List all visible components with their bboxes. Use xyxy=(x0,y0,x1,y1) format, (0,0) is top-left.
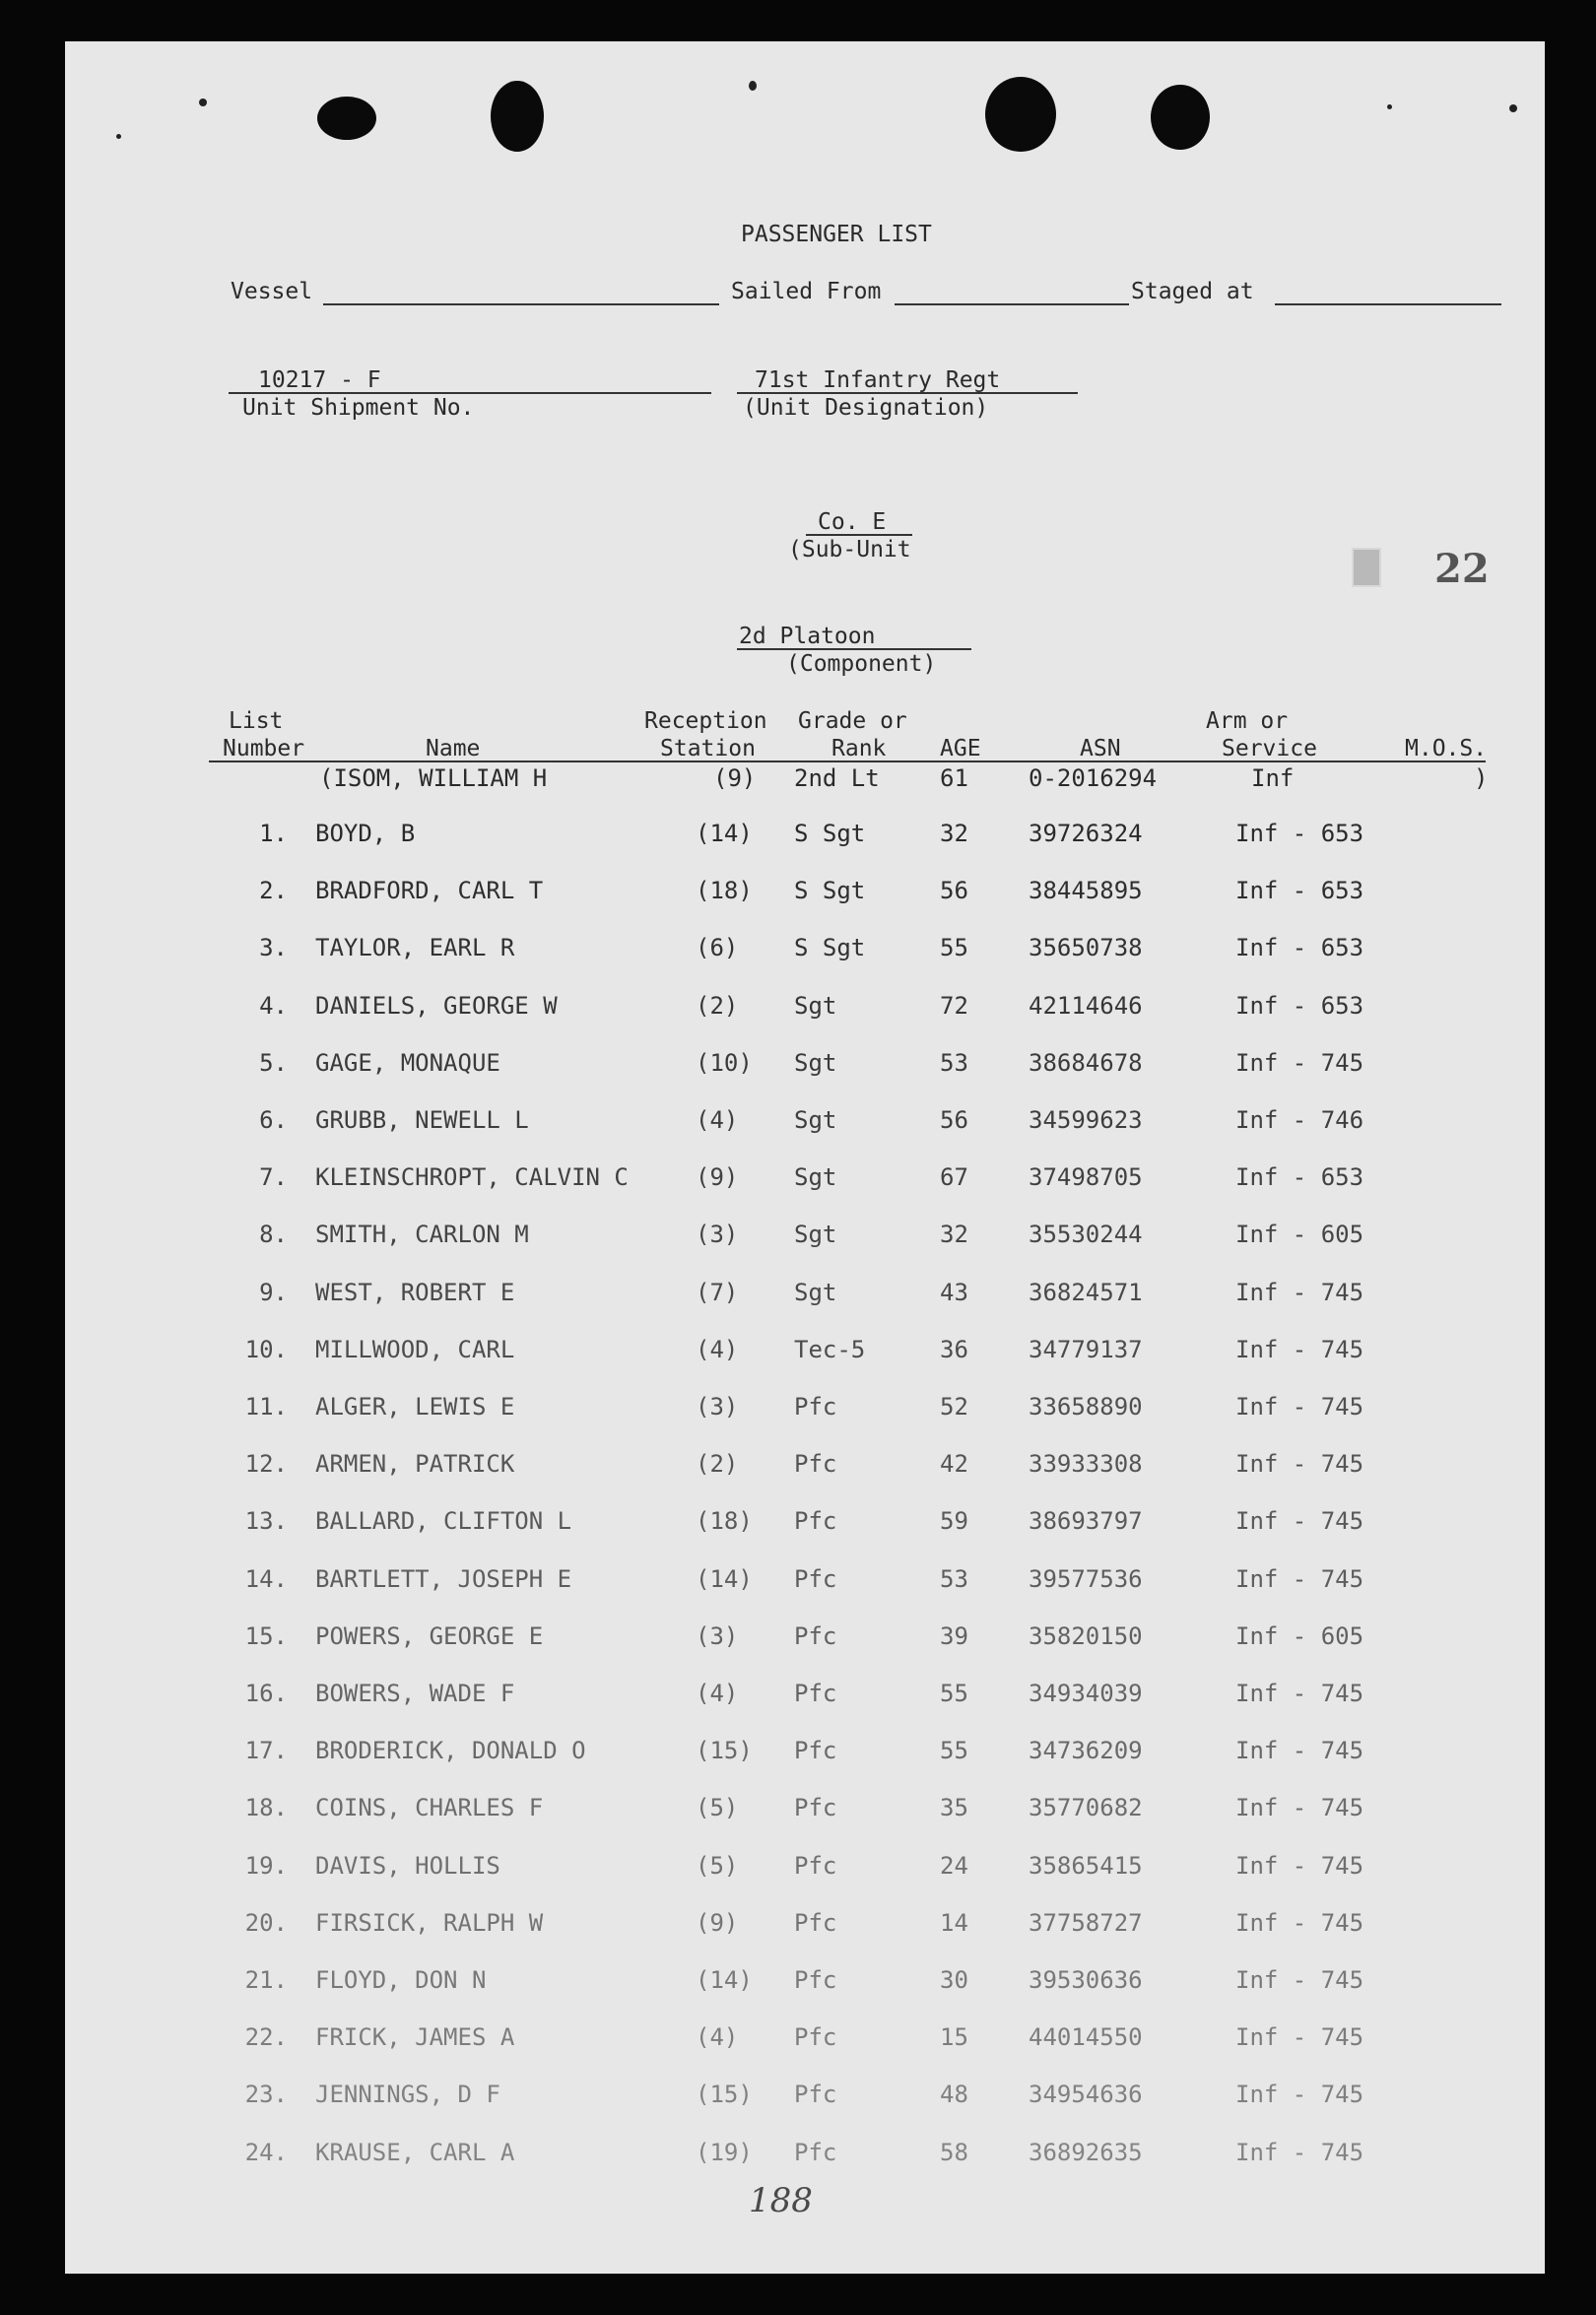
vessel-label: Vessel xyxy=(231,279,313,304)
row-asn: 35530244 xyxy=(1029,1221,1143,1248)
table-row xyxy=(65,992,1545,1031)
row-rank: Pfc xyxy=(794,1393,837,1421)
col-age: AGE xyxy=(940,736,981,761)
table-row xyxy=(65,1163,1545,1203)
row-age: 55 xyxy=(940,1680,968,1707)
vessel-blank xyxy=(323,303,719,305)
row-rank: Sgt xyxy=(794,1221,837,1248)
row-asn: 35820150 xyxy=(1029,1622,1143,1650)
speck xyxy=(1387,104,1392,109)
row-name: FLOYD, DON N xyxy=(315,1966,487,1994)
row-arm-mos: Inf - 653 xyxy=(1235,877,1364,904)
table-row xyxy=(65,1909,1545,1949)
row-name: KLEINSCHROPT, CALVIN C xyxy=(315,1163,629,1191)
officer-row xyxy=(65,764,1545,804)
row-arm-mos: Inf - 745 xyxy=(1235,2139,1364,2166)
col-name: Name xyxy=(426,736,481,761)
row-age: 58 xyxy=(940,2139,968,2166)
row-station: (2) xyxy=(696,1450,739,1478)
table-row xyxy=(65,1336,1545,1375)
row-age: 32 xyxy=(940,1221,968,1248)
row-number: 3. xyxy=(259,934,288,961)
speck xyxy=(1509,104,1517,112)
row-arm-mos: Inf - 653 xyxy=(1235,992,1364,1020)
row-rank: Sgt xyxy=(794,992,837,1020)
row-station: (19) xyxy=(696,2139,753,2166)
table-row xyxy=(65,820,1545,859)
row-number: 21. xyxy=(244,1966,288,1994)
row-rank: Sgt xyxy=(794,1163,837,1191)
speck xyxy=(116,134,121,139)
row-asn: 38445895 xyxy=(1029,877,1143,904)
speck xyxy=(749,81,757,91)
row-number: 8. xyxy=(259,1221,288,1248)
signature-mark: 188 xyxy=(749,2181,813,2220)
table-row xyxy=(65,1049,1545,1089)
punch-hole xyxy=(1151,85,1210,150)
col-list-2: Number xyxy=(223,736,305,761)
header-rule xyxy=(209,761,1486,762)
row-name: WEST, ROBERT E xyxy=(315,1279,515,1306)
row-asn: 37758727 xyxy=(1029,1909,1143,1937)
speck xyxy=(199,99,207,106)
row-age: 30 xyxy=(940,1966,968,1994)
row-name: DAVIS, HOLLIS xyxy=(315,1852,500,1880)
row-arm-mos: Inf - 745 xyxy=(1235,1393,1364,1421)
row-asn: 34736209 xyxy=(1029,1737,1143,1764)
row-asn: 42114646 xyxy=(1029,992,1143,1020)
row-arm-mos: Inf - 745 xyxy=(1235,1680,1364,1707)
row-age: 15 xyxy=(940,2023,968,2051)
component-caption: (Component) xyxy=(786,651,937,677)
unit-designation: 71st Infantry Regt xyxy=(755,367,1001,393)
col-list-1: List xyxy=(229,708,284,734)
unit-shipment-no: 10217 - F xyxy=(258,367,381,393)
row-name: JENNINGS, D F xyxy=(315,2081,500,2108)
table-row xyxy=(65,1507,1545,1547)
row-name: DANIELS, GEORGE W xyxy=(315,992,558,1020)
document-page xyxy=(65,41,1545,2274)
row-rank: Pfc xyxy=(794,1737,837,1764)
row-age: 53 xyxy=(940,1049,968,1077)
row-arm-mos: Inf - 605 xyxy=(1235,1622,1364,1650)
row-station: (14) xyxy=(696,1966,753,1994)
table-row xyxy=(65,2023,1545,2063)
col-arm-1: Arm or xyxy=(1206,708,1289,734)
row-station: (15) xyxy=(696,2081,753,2108)
row-number: 18. xyxy=(244,1794,288,1821)
row-station: (4) xyxy=(696,2023,739,2051)
row-name: ARMEN, PATRICK xyxy=(315,1450,515,1478)
row-name: KRAUSE, CARL A xyxy=(315,2139,515,2166)
row-asn: 36824571 xyxy=(1029,1279,1143,1306)
row-name: POWERS, GEORGE E xyxy=(315,1622,544,1650)
row-arm-mos: Inf - 745 xyxy=(1235,1507,1364,1535)
row-station: (10) xyxy=(696,1049,753,1077)
row-name: BARTLETT, JOSEPH E xyxy=(315,1565,572,1593)
row-arm-mos: Inf - 745 xyxy=(1235,1909,1364,1937)
row-station: (2) xyxy=(696,992,739,1020)
row-rank: S Sgt xyxy=(794,820,866,847)
staged-at-blank xyxy=(1275,303,1501,305)
row-rank: Pfc xyxy=(794,1852,837,1880)
row-asn: 34779137 xyxy=(1029,1336,1143,1363)
row-name: MILLWOOD, CARL xyxy=(315,1336,515,1363)
row-asn: 39577536 xyxy=(1029,1565,1143,1593)
row-rank: Pfc xyxy=(794,2081,837,2108)
row-asn: 37498705 xyxy=(1029,1163,1143,1191)
row-rank: Sgt xyxy=(794,1279,837,1306)
row-station: (7) xyxy=(696,1279,739,1306)
officer-rank: 2nd Lt xyxy=(794,764,880,792)
row-arm-mos: Inf - 745 xyxy=(1235,1336,1364,1363)
col-asn: ASN xyxy=(1080,736,1121,761)
row-arm-mos: Inf - 745 xyxy=(1235,1966,1364,1994)
row-age: 52 xyxy=(940,1393,968,1421)
row-arm-mos: Inf - 653 xyxy=(1235,820,1364,847)
sub-unit: Co. E xyxy=(818,509,887,535)
row-number: 22. xyxy=(244,2023,288,2051)
row-station: (14) xyxy=(696,1565,753,1593)
table-row xyxy=(65,2081,1545,2120)
row-rank: Pfc xyxy=(794,1794,837,1821)
row-arm-mos: Inf - 746 xyxy=(1235,1106,1364,1134)
row-station: (3) xyxy=(696,1393,739,1421)
row-arm-mos: Inf - 745 xyxy=(1235,1737,1364,1764)
row-asn: 39530636 xyxy=(1029,1966,1143,1994)
table-row xyxy=(65,1279,1545,1318)
row-station: (3) xyxy=(696,1622,739,1650)
row-name: BRADFORD, CARL T xyxy=(315,877,544,904)
row-station: (6) xyxy=(696,934,739,961)
row-asn: 35770682 xyxy=(1029,1794,1143,1821)
punch-hole xyxy=(985,77,1056,152)
sailed-from-label: Sailed From xyxy=(731,279,882,304)
row-station: (9) xyxy=(696,1909,739,1937)
officer-arm: Inf xyxy=(1251,764,1295,792)
sailed-from-blank xyxy=(895,303,1129,305)
row-asn: 44014550 xyxy=(1029,2023,1143,2051)
row-station: (14) xyxy=(696,820,753,847)
row-station: (4) xyxy=(696,1336,739,1363)
row-age: 39 xyxy=(940,1622,968,1650)
row-age: 55 xyxy=(940,934,968,961)
component: 2d Platoon xyxy=(739,624,876,649)
row-age: 55 xyxy=(940,1737,968,1764)
row-name: TAYLOR, EARL R xyxy=(315,934,515,961)
row-age: 53 xyxy=(940,1565,968,1593)
row-rank: Pfc xyxy=(794,2139,837,2166)
row-name: SMITH, CARLON M xyxy=(315,1221,529,1248)
col-grade-1: Grade or xyxy=(798,708,907,734)
row-age: 59 xyxy=(940,1507,968,1535)
row-number: 11. xyxy=(244,1393,288,1421)
row-age: 36 xyxy=(940,1336,968,1363)
row-asn: 33658890 xyxy=(1029,1393,1143,1421)
row-rank: Pfc xyxy=(794,1680,837,1707)
row-number: 1. xyxy=(259,820,288,847)
row-station: (4) xyxy=(696,1680,739,1707)
row-number: 20. xyxy=(244,1909,288,1937)
table-row xyxy=(65,1794,1545,1833)
row-name: BOYD, B xyxy=(315,820,416,847)
row-rank: Pfc xyxy=(794,1909,837,1937)
row-name: GRUBB, NEWELL L xyxy=(315,1106,529,1134)
row-name: BOWERS, WADE F xyxy=(315,1680,515,1707)
row-asn: 34599623 xyxy=(1029,1106,1143,1134)
stamp-mark xyxy=(1352,548,1381,587)
table-row xyxy=(65,1450,1545,1489)
row-number: 24. xyxy=(244,2139,288,2166)
table-row xyxy=(65,1966,1545,2006)
row-number: 5. xyxy=(259,1049,288,1077)
row-arm-mos: Inf - 745 xyxy=(1235,1279,1364,1306)
row-rank: Pfc xyxy=(794,1565,837,1593)
page-title: PASSENGER LIST xyxy=(741,222,932,247)
row-age: 14 xyxy=(940,1909,968,1937)
table-row xyxy=(65,1393,1545,1432)
row-station: (4) xyxy=(696,1106,739,1134)
col-arm-2: Service xyxy=(1222,736,1317,761)
table-row xyxy=(65,934,1545,973)
row-rank: S Sgt xyxy=(794,934,866,961)
row-rank: Pfc xyxy=(794,1507,837,1535)
row-asn: 38684678 xyxy=(1029,1049,1143,1077)
row-station: (9) xyxy=(696,1163,739,1191)
row-age: 24 xyxy=(940,1852,968,1880)
punch-hole xyxy=(491,81,544,152)
row-station: (18) xyxy=(696,1507,753,1535)
row-number: 23. xyxy=(244,2081,288,2108)
row-station: (5) xyxy=(696,1794,739,1821)
row-age: 48 xyxy=(940,2081,968,2108)
punch-hole xyxy=(317,97,376,140)
sub-unit-caption: (Sub-Unit xyxy=(788,537,911,562)
row-station: (18) xyxy=(696,877,753,904)
row-rank: Pfc xyxy=(794,1622,837,1650)
row-rank: Tec-5 xyxy=(794,1336,866,1363)
unit-shipment-caption: Unit Shipment No. xyxy=(242,395,475,421)
row-arm-mos: Inf - 653 xyxy=(1235,1163,1364,1191)
row-number: 14. xyxy=(244,1565,288,1593)
row-station: (15) xyxy=(696,1737,753,1764)
row-name: FIRSICK, RALPH W xyxy=(315,1909,544,1937)
row-age: 42 xyxy=(940,1450,968,1478)
row-name: BALLARD, CLIFTON L xyxy=(315,1507,572,1535)
row-arm-mos: Inf - 745 xyxy=(1235,2023,1364,2051)
row-number: 7. xyxy=(259,1163,288,1191)
row-rank: Pfc xyxy=(794,2023,837,2051)
table-row xyxy=(65,2139,1545,2178)
staged-at-label: Staged at xyxy=(1131,279,1254,304)
row-age: 67 xyxy=(940,1163,968,1191)
row-age: 35 xyxy=(940,1794,968,1821)
table-row xyxy=(65,1852,1545,1891)
row-asn: 35650738 xyxy=(1029,934,1143,961)
officer-asn: 0-2016294 xyxy=(1029,764,1158,792)
col-grade-2: Rank xyxy=(831,736,887,761)
officer-station: (9) xyxy=(713,764,757,792)
table-row xyxy=(65,1565,1545,1605)
row-name: FRICK, JAMES A xyxy=(315,2023,515,2051)
row-station: (3) xyxy=(696,1221,739,1248)
row-name: BRODERICK, DONALD O xyxy=(315,1737,586,1764)
row-number: 4. xyxy=(259,992,288,1020)
row-rank: Sgt xyxy=(794,1106,837,1134)
col-reception-2: Station xyxy=(660,736,756,761)
row-asn: 34954636 xyxy=(1029,2081,1143,2108)
row-number: 2. xyxy=(259,877,288,904)
row-rank: Pfc xyxy=(794,1450,837,1478)
row-age: 56 xyxy=(940,877,968,904)
row-arm-mos: Inf - 745 xyxy=(1235,1794,1364,1821)
row-asn: 35865415 xyxy=(1029,1852,1143,1880)
row-arm-mos: Inf - 745 xyxy=(1235,1852,1364,1880)
row-arm-mos: Inf - 653 xyxy=(1235,934,1364,961)
row-asn: 33933308 xyxy=(1029,1450,1143,1478)
col-reception-1: Reception xyxy=(644,708,767,734)
row-age: 32 xyxy=(940,820,968,847)
row-name: GAGE, MONAQUE xyxy=(315,1049,500,1077)
row-station: (5) xyxy=(696,1852,739,1880)
col-mos: M.O.S. xyxy=(1405,736,1488,761)
row-number: 16. xyxy=(244,1680,288,1707)
unit-designation-caption: (Unit Designation) xyxy=(743,395,989,421)
row-asn: 39726324 xyxy=(1029,820,1143,847)
table-row xyxy=(65,1680,1545,1719)
row-arm-mos: Inf - 605 xyxy=(1235,1221,1364,1248)
row-rank: Sgt xyxy=(794,1049,837,1077)
table-row xyxy=(65,1737,1545,1776)
officer-age: 61 xyxy=(940,764,968,792)
table-row xyxy=(65,1622,1545,1662)
table-row xyxy=(65,877,1545,916)
table-row xyxy=(65,1221,1545,1260)
row-number: 15. xyxy=(244,1622,288,1650)
row-asn: 36892635 xyxy=(1029,2139,1143,2166)
officer-name: (ISOM, WILLIAM H xyxy=(319,764,548,792)
row-rank: S Sgt xyxy=(794,877,866,904)
page-number: 22 xyxy=(1434,546,1490,592)
row-name: COINS, CHARLES F xyxy=(315,1794,544,1821)
table-row xyxy=(65,1106,1545,1146)
row-arm-mos: Inf - 745 xyxy=(1235,1049,1364,1077)
row-age: 56 xyxy=(940,1106,968,1134)
row-number: 13. xyxy=(244,1507,288,1535)
row-number: 12. xyxy=(244,1450,288,1478)
row-arm-mos: Inf - 745 xyxy=(1235,1565,1364,1593)
row-asn: 38693797 xyxy=(1029,1507,1143,1535)
row-age: 72 xyxy=(940,992,968,1020)
row-number: 6. xyxy=(259,1106,288,1134)
row-number: 9. xyxy=(259,1279,288,1306)
row-name: ALGER, LEWIS E xyxy=(315,1393,515,1421)
row-arm-mos: Inf - 745 xyxy=(1235,1450,1364,1478)
row-rank: Pfc xyxy=(794,1966,837,1994)
row-number: 19. xyxy=(244,1852,288,1880)
officer-mos: ) xyxy=(1474,764,1489,792)
row-number: 10. xyxy=(244,1336,288,1363)
row-number: 17. xyxy=(244,1737,288,1764)
row-arm-mos: Inf - 745 xyxy=(1235,2081,1364,2108)
row-age: 43 xyxy=(940,1279,968,1306)
row-asn: 34934039 xyxy=(1029,1680,1143,1707)
